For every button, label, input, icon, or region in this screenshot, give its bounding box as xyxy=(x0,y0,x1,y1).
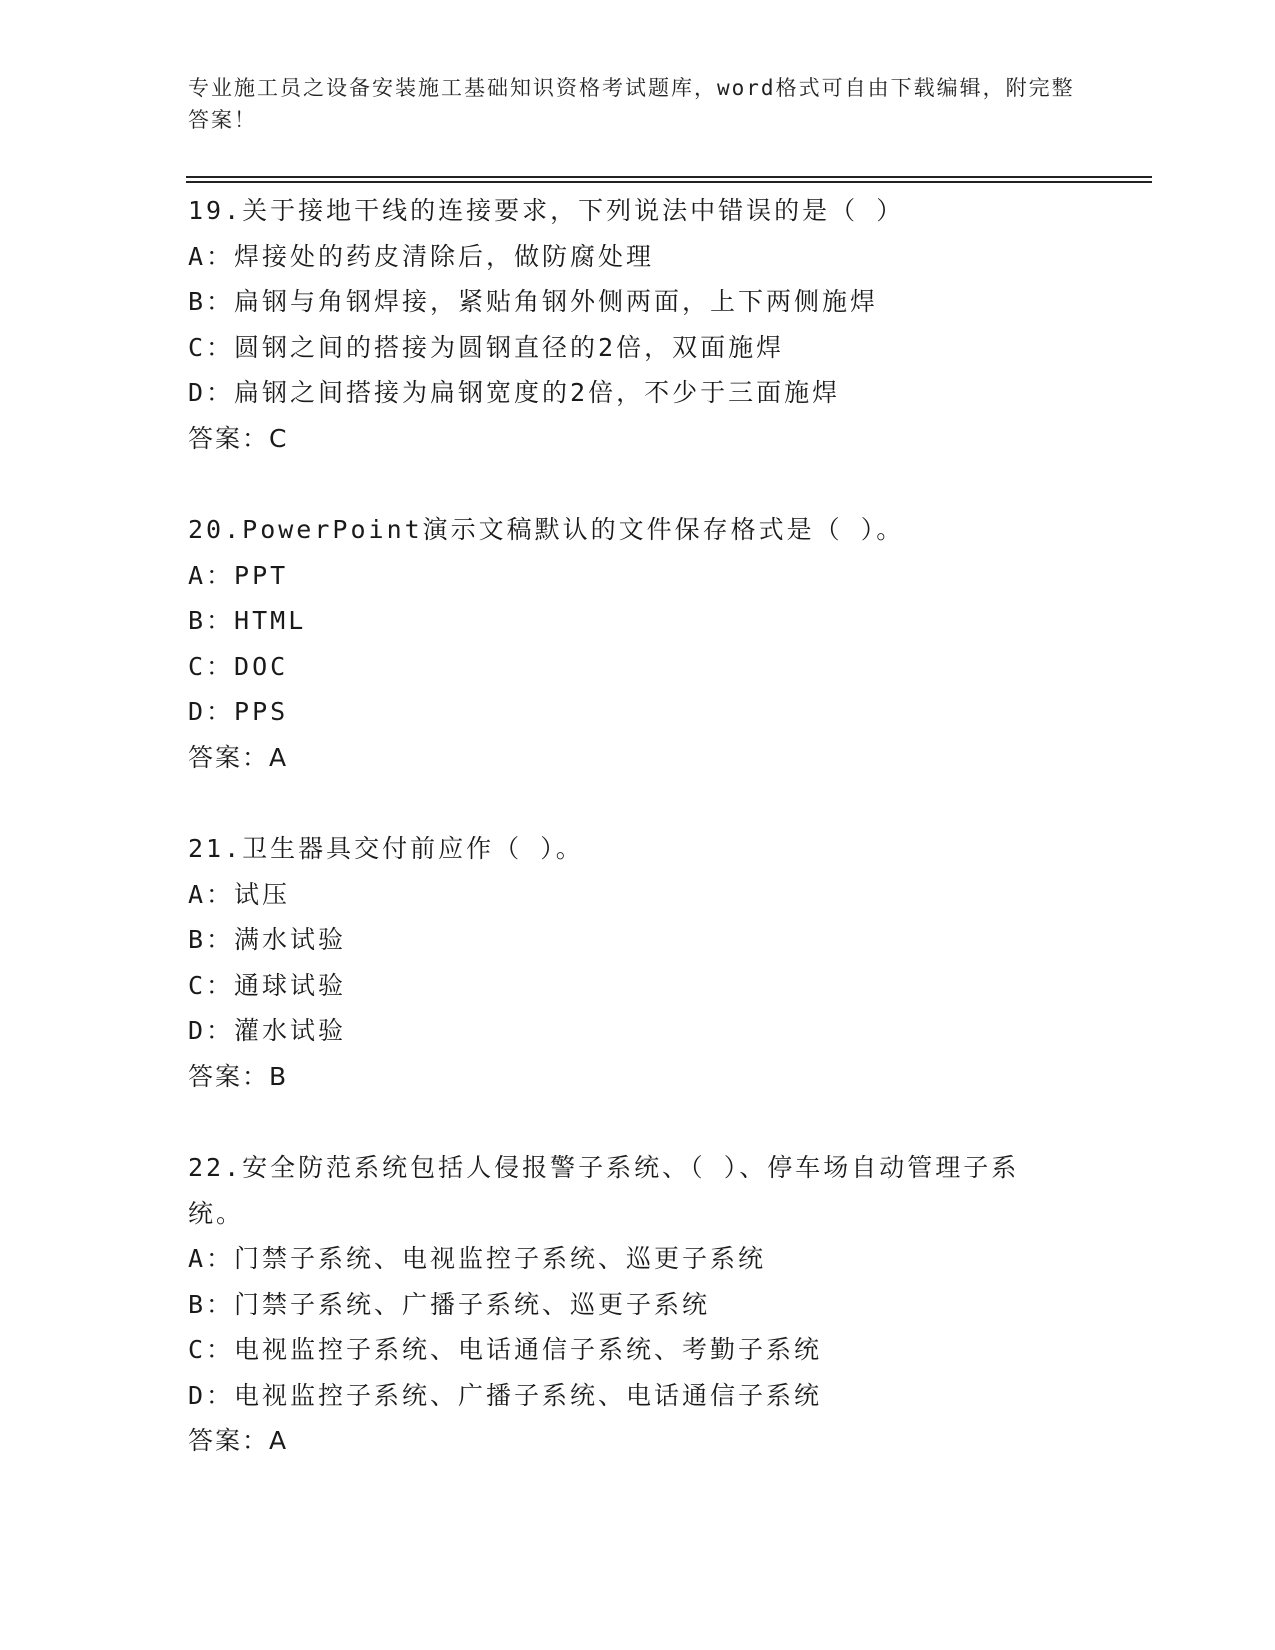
question-list xyxy=(188,188,1088,1510)
question-20 xyxy=(188,507,1088,780)
option-b: B：扁钢与角钢焊接，紧贴角钢外侧两面，上下两侧施焊 xyxy=(188,287,879,316)
option-a: A：PPT xyxy=(188,560,289,590)
answer-label: 答案：A xyxy=(188,742,289,772)
option-c: C：DOC xyxy=(188,651,289,681)
option-c: C：圆钢之间的搭接为圆钢直径的2倍，双面施焊 xyxy=(188,332,785,362)
option-b: B：HTML xyxy=(188,606,307,635)
question-22 xyxy=(188,1145,1088,1464)
answer-label: 答案：A xyxy=(188,1426,289,1455)
document-header: 专业施工员之设备安装施工基础知识资格考试题库，word格式可自由下载编辑，附完整答案！ xyxy=(188,76,1075,132)
answer-label: 答案：B xyxy=(188,1061,289,1091)
question-stem: 20.PowerPoint演示文稿默认的文件保存格式是（ ）。 xyxy=(188,515,905,544)
option-d: D：PPS xyxy=(188,697,289,726)
option-b: B：门禁子系统、广播子系统、巡更子系统 xyxy=(188,1289,711,1319)
header-divider-top xyxy=(186,176,1152,178)
question-stem: 22.安全防范系统包括人侵报警子系统、（ ）、停车场自动管理子系统。 xyxy=(188,1153,1020,1228)
option-d: D：扁钢之间搭接为扁钢宽度的2倍，不少于三面施焊 xyxy=(188,378,841,407)
question-stem: 19.关于接地干线的连接要求，下列说法中错误的是（ ） xyxy=(188,196,905,225)
option-a: A：门禁子系统、电视监控子系统、巡更子系统 xyxy=(188,1244,767,1273)
question-19 xyxy=(188,188,1088,461)
header-divider-bottom xyxy=(186,181,1152,183)
option-c: C：电视监控子系统、电话通信子系统、考勤子系统 xyxy=(188,1335,823,1364)
question-21 xyxy=(188,826,1088,1099)
option-a: A：试压 xyxy=(188,879,291,909)
answer-label: 答案：C xyxy=(188,423,289,453)
option-d: D：电视监控子系统、广播子系统、电话通信子系统 xyxy=(188,1380,823,1410)
question-stem: 21.卫生器具交付前应作（ ）。 xyxy=(188,834,584,863)
option-c: C：通球试验 xyxy=(188,970,347,1000)
option-d: D：灌水试验 xyxy=(188,1016,347,1045)
option-b: B：满水试验 xyxy=(188,925,347,954)
option-a: A：焊接处的药皮清除后，做防腐处理 xyxy=(188,241,655,271)
